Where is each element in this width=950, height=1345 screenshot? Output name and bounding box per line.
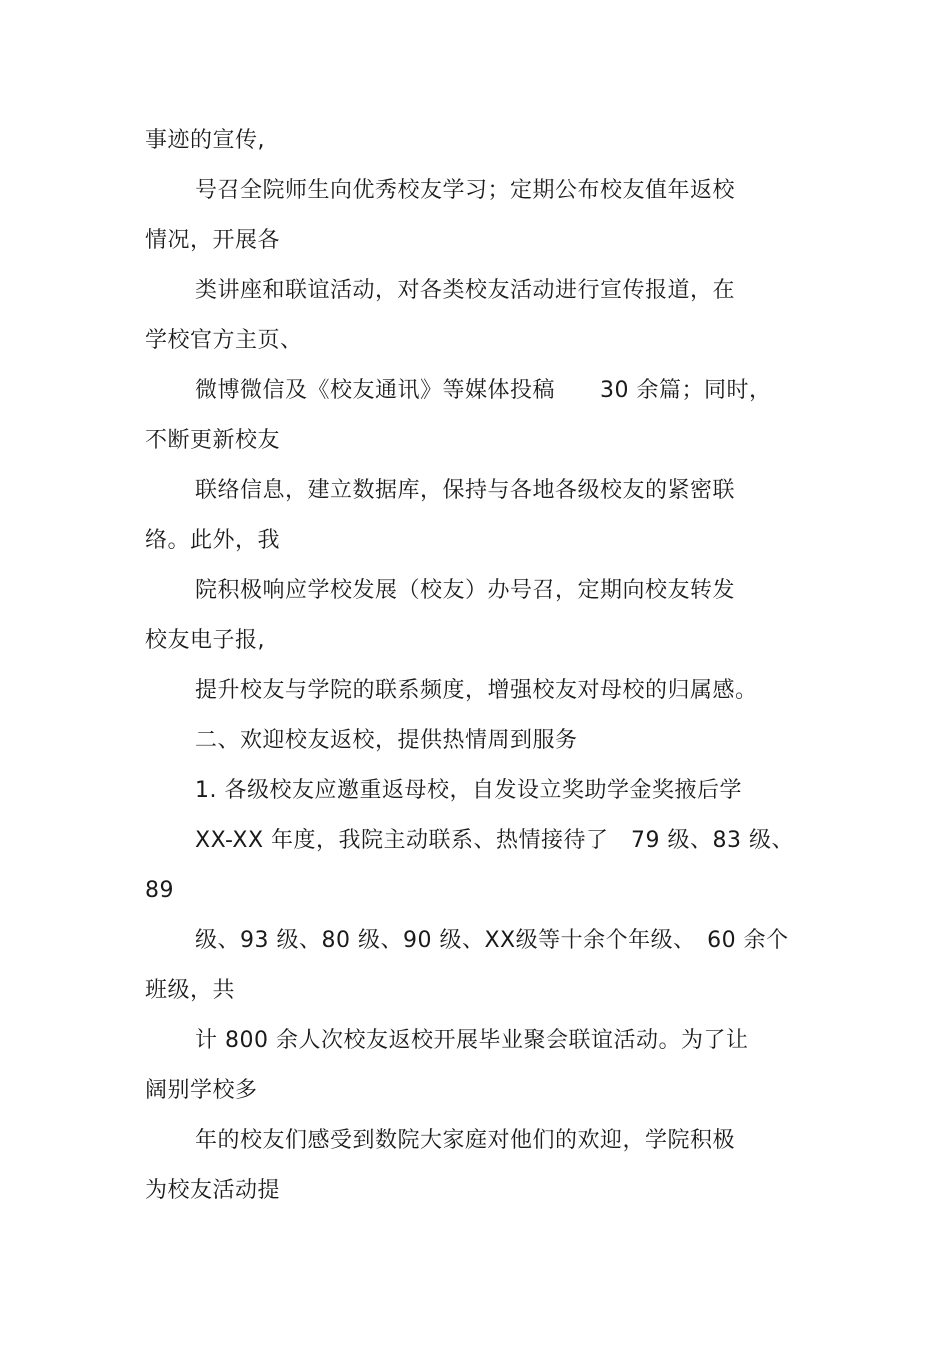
section-heading: 二、欢迎校友返校，提供热情周到服务 [195,728,578,753]
text-line: 提升校友与学院的联系频度，增强校友对母校的归属感。 [195,678,758,703]
text-line: 情况，开展各 [145,228,281,253]
text-line: 号召全院师生向优秀校友学习；定期公布校友值年返校 [195,178,736,203]
text-line: 级、93 级、80 级、90 级、XX级等十余个年级、 60 余个 [195,928,789,953]
text-line: 联络信息，建立数据库，保持与各地各级校友的紧密联 [195,478,736,503]
text-line: 为校友活动提 [145,1178,281,1203]
text-line: 学校官方主页、 [145,328,303,353]
text-line: 微博微信及《校友通讯》等媒体投稿 30 余篇；同时， [195,378,772,403]
text-line: 院积极响应学校发展（校友）办号召，定期向校友转发 [195,578,736,603]
text-line: 阔别学校多 [145,1078,258,1103]
text-line: XX-XX 年度，我院主动联系、热情接待了 79 级、83 级、 [195,828,795,853]
text-line: 89 [145,878,174,903]
text-line: 计 800 余人次校友返校开展毕业聚会联谊活动。为了让 [195,1028,749,1053]
text-line: 1. 各级校友应邀重返母校，自发设立奖助学金奖掖后学 [195,778,742,803]
text-line: 班级，共 [145,978,236,1003]
text-line: 校友电子报, [145,628,265,653]
text-line: 类讲座和联谊活动，对各类校友活动进行宣传报道，在 [195,278,736,303]
text-line: 事迹的宣传, [145,128,265,153]
text-line: 年的校友们感受到数院大家庭对他们的欢迎，学院积极 [195,1128,736,1153]
text-line: 络。此外，我 [145,528,281,553]
text-line: 不断更新校友 [145,428,281,453]
